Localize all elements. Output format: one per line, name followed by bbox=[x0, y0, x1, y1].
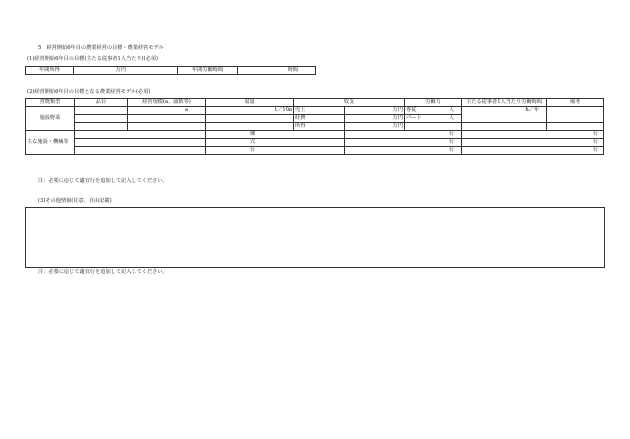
scale-unit: a bbox=[184, 107, 189, 113]
equipment-name-cell[interactable] bbox=[75, 147, 206, 155]
item-cell[interactable] bbox=[75, 107, 128, 115]
scale-cell[interactable] bbox=[128, 107, 206, 115]
equipment-qty-cell[interactable] bbox=[206, 139, 345, 147]
remarks-cell[interactable] bbox=[547, 123, 604, 131]
machine-qty-cell[interactable] bbox=[462, 131, 604, 139]
sales-unit: 万円 bbox=[392, 107, 404, 113]
header-yield: 収量 bbox=[206, 99, 294, 107]
machine-unit: 台 bbox=[448, 131, 455, 137]
note-model: 注：必要に応じて適宜行を追加して記入してください。 bbox=[38, 178, 168, 184]
model-heading: (2)経営開始6年目の目標となる農業経営モデル(必須) bbox=[27, 89, 151, 95]
profit-label: 所得 bbox=[294, 123, 345, 131]
cost-unit: 万円 bbox=[392, 115, 404, 121]
item-cell[interactable] bbox=[75, 123, 128, 131]
profit-unit: 万円 bbox=[392, 123, 404, 129]
parttime-label: パート bbox=[406, 115, 422, 121]
fulltime-unit: 人 bbox=[448, 107, 455, 113]
other-info-heading: (3)その他情報(任意、自由記載) bbox=[38, 198, 112, 204]
income-unit: 万円 bbox=[115, 67, 126, 73]
profit-cell[interactable] bbox=[345, 123, 405, 131]
cost-label: 経費 bbox=[294, 115, 345, 123]
hours-per-year: h／年 bbox=[525, 107, 540, 113]
model-table bbox=[25, 98, 604, 155]
header-labor: 労働力 bbox=[405, 99, 462, 107]
parttime-unit: 人 bbox=[448, 115, 455, 121]
machine-qty-cell[interactable] bbox=[345, 147, 462, 155]
equipment-qty-cell[interactable] bbox=[206, 131, 345, 139]
machine-unit: 台 bbox=[592, 139, 599, 145]
income-field[interactable] bbox=[74, 67, 178, 75]
income-label: 年間所得 bbox=[26, 67, 74, 75]
equipment-unit-1: 棟 bbox=[249, 131, 256, 137]
scale-cell[interactable] bbox=[128, 123, 206, 131]
hours-unit: 時間 bbox=[287, 67, 298, 73]
fulltime-label: 専従 bbox=[406, 107, 417, 113]
note-other: 注：必要に応じて適宜行を追加して記入してください。 bbox=[38, 269, 168, 275]
machine-unit: 台 bbox=[592, 131, 599, 137]
machine-qty-cell[interactable] bbox=[345, 139, 462, 147]
goal-table bbox=[25, 66, 316, 75]
yield-cell[interactable] bbox=[206, 107, 294, 115]
page-heading: 5 経営開始6年目の農業経営の目標・農業経営モデル bbox=[38, 45, 164, 51]
machine-unit: 台 bbox=[592, 147, 599, 153]
hours-field[interactable] bbox=[238, 67, 316, 75]
equipment-qty-cell[interactable] bbox=[206, 147, 345, 155]
yield-unit: t／10a bbox=[275, 107, 293, 113]
remarks-cell[interactable] bbox=[547, 107, 604, 123]
yield-cell[interactable] bbox=[206, 115, 294, 123]
farm-type: 施設野菜 bbox=[26, 107, 75, 131]
equipment-name-cell[interactable] bbox=[75, 139, 206, 147]
sales-label: 売上 bbox=[294, 107, 345, 115]
sales-cell[interactable] bbox=[345, 107, 405, 115]
fulltime-cell[interactable] bbox=[405, 107, 462, 115]
hours-cell[interactable] bbox=[462, 123, 547, 131]
machine-unit: 台 bbox=[448, 139, 455, 145]
goal-heading: (1)経営開始6年目の目標(主たる従事者1人当たり)(必須) bbox=[27, 56, 158, 62]
cost-cell[interactable] bbox=[345, 115, 405, 123]
equipment-unit-3: 台 bbox=[249, 147, 256, 153]
header-item: 品目 bbox=[75, 99, 128, 107]
equipment-unit-2: 式 bbox=[249, 139, 256, 145]
header-farm-type: 営農類型 bbox=[26, 99, 75, 107]
header-scale: 経営規模(a、頭数等) bbox=[128, 99, 206, 107]
equipment-label: 主な施設・機械等 bbox=[26, 131, 75, 155]
machine-unit: 台 bbox=[448, 147, 455, 153]
machine-qty-cell[interactable] bbox=[462, 147, 604, 155]
equipment-name-cell[interactable] bbox=[75, 131, 206, 139]
header-balance: 収支 bbox=[294, 99, 405, 107]
item-cell[interactable] bbox=[75, 115, 128, 123]
hours-cell[interactable] bbox=[462, 107, 547, 123]
hours-label: 年間労働時間 bbox=[178, 67, 238, 75]
parttime-cell[interactable] bbox=[405, 115, 462, 123]
other-info-textarea[interactable] bbox=[25, 207, 605, 268]
machine-qty-cell[interactable] bbox=[462, 139, 604, 147]
machine-qty-cell[interactable] bbox=[345, 131, 462, 139]
header-remarks: 備考 bbox=[547, 99, 604, 107]
labor-cell[interactable] bbox=[405, 123, 462, 131]
header-hours: 主たる従事者1人当たり労働時間 bbox=[462, 99, 547, 107]
scale-cell[interactable] bbox=[128, 115, 206, 123]
yield-cell[interactable] bbox=[206, 123, 294, 131]
